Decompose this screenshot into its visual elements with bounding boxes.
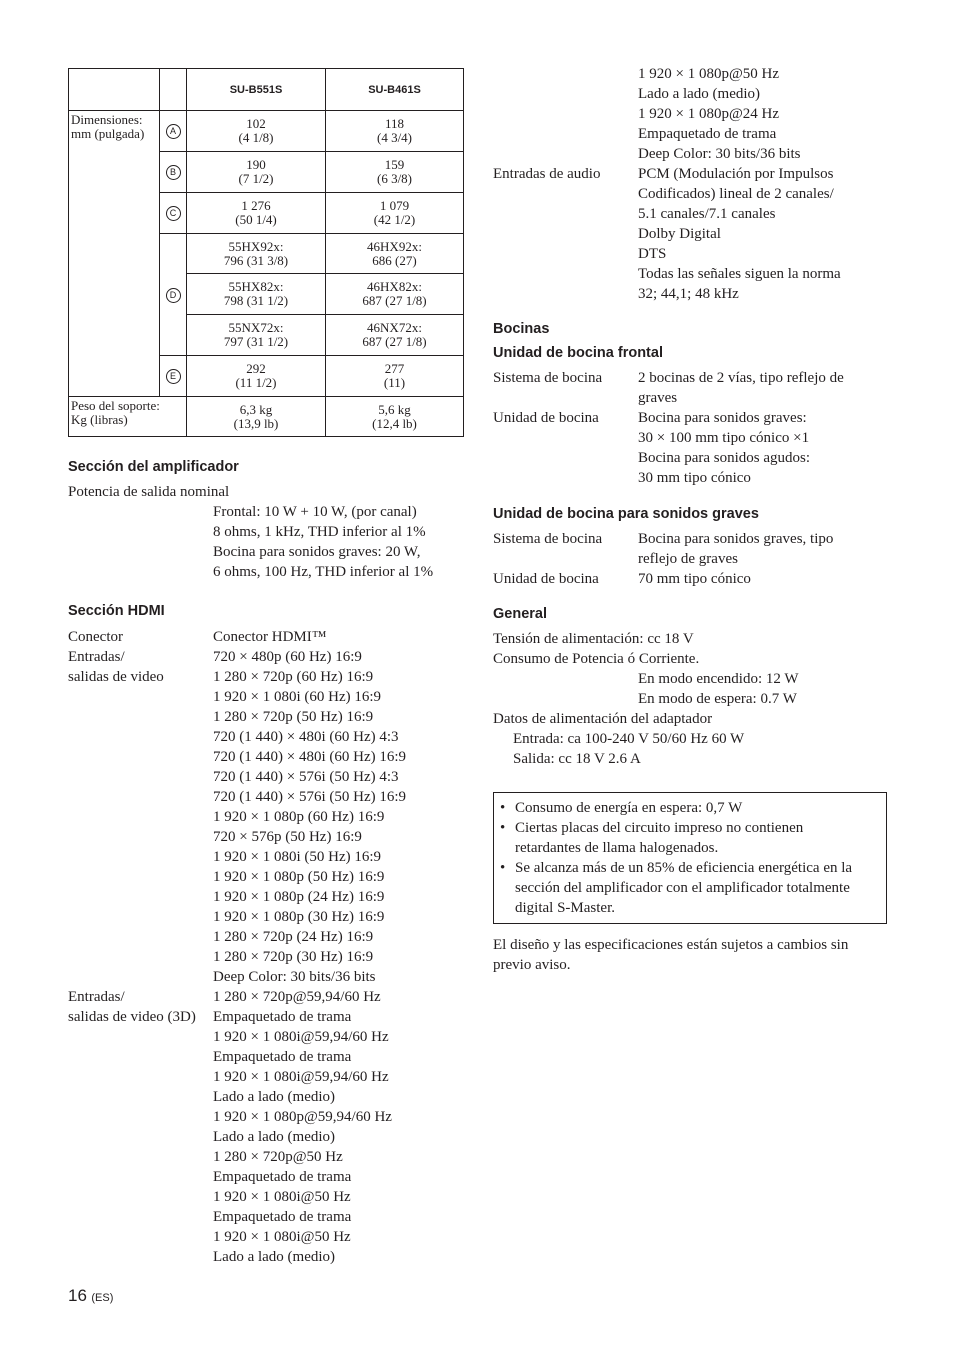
espera-text: En modo de espera: 0.7 W: [638, 691, 797, 707]
graves-sistema-label: Sistema de bocina: [493, 531, 603, 547]
note-item: Consumo de energía en espera: 0,7 W: [515, 800, 743, 816]
page-footer: [68, 1286, 113, 1306]
salida-text: Salida: cc 18 V 2.6 A: [513, 751, 641, 767]
graves-sistema-values: Bocina para sonidos graves, tipo reflejo de graves: [638, 531, 834, 567]
bullet-icon: •: [500, 800, 506, 816]
table-header-empty: [69, 69, 160, 111]
table-cell: 1 276 (50 1/4): [187, 193, 326, 234]
table-cell: 55HX82x: 798 (31 1/2): [187, 274, 326, 315]
encendido-text: En modo encendido: 12 W: [638, 671, 799, 687]
table-cell: 5,6 kg (12,4 lb): [326, 397, 464, 437]
disclaimer: El diseño y las especificaciones están sujetos a cambios sin previo aviso.: [493, 937, 849, 973]
table-cell: 292 (11 1/2): [187, 356, 326, 397]
bullet-icon: •: [500, 860, 506, 876]
graves-unidad-value: 70 mm tipo cónico: [638, 571, 751, 587]
table-cell: 6,3 kg (13,9 lb): [187, 397, 326, 437]
table-cell: 118 (4 3/4): [326, 111, 464, 152]
table-cell: 46NX72x: 687 (27 1/8): [326, 315, 464, 356]
weight-label: Peso del soporte: Kg (libras): [69, 397, 187, 437]
unidad-values: Bocina para sonidos graves: 30 × 100 mm tipo cónico ×1 Bocina para sonidos agudos: 30 mm tipo cónico: [638, 410, 811, 486]
note-item: Ciertas placas del circuito impreso no contienen retardantes de llama halogenados.: [515, 820, 804, 856]
general-heading: General: [493, 606, 547, 622]
table-header-empty: [160, 69, 187, 111]
amp-values: Frontal: 10 W + 10 W, (por canal) 8 ohms, 1 kHz, THD inferior al 1% Bocina para sonidos graves: 20 W, 6 ohms, 100 Hz, THD inferior al 1%: [213, 504, 434, 580]
frontal-heading: Unidad de bocina frontal: [493, 345, 663, 361]
page-language: (ES): [91, 1292, 114, 1304]
table-cell: 277 (11): [326, 356, 464, 397]
circle-mark-e: E: [166, 369, 181, 384]
audio-label: Entradas de audio: [493, 166, 601, 182]
conector-label: Conector: [68, 629, 123, 645]
circle-mark-c: C: [166, 206, 181, 221]
graves-heading: Unidad de bocina para sonidos graves: [493, 506, 759, 522]
amp-label: Potencia de salida nominal: [68, 484, 230, 500]
consumo-text: Consumo de Potencia ó Corriente.: [493, 651, 700, 667]
column-header: SU-B551S: [187, 69, 326, 111]
audio-values: PCM (Modulación por Impulsos Codificados) lineal de 2 canales/ 5.1 canales/7.1 canales Dolby Digital DTS Todas las señales siguen la norma 32; 44,1; 48 kHz: [638, 166, 841, 302]
table-cell: 55HX92x: 796 (31 3/8): [187, 234, 326, 274]
table-cell: 46HX92x: 686 (27): [326, 234, 464, 274]
hdmi-heading: Sección HDMI: [68, 603, 165, 619]
column-header: SU-B461S: [326, 69, 464, 111]
bocinas-heading: Bocinas: [493, 321, 550, 337]
table-cell: 190 (7 1/2): [187, 152, 326, 193]
note-item: Se alcanza más de un 85% de eficiencia energética en la sección del amplificador con el amplificador totalmente digital S-Master.: [515, 860, 853, 916]
datos-text: Datos de alimentación del adaptador: [493, 711, 713, 727]
video-label: Entradas/ salidas de video: [68, 649, 164, 685]
conector-value: Conector HDMI™: [213, 629, 327, 645]
video-values: 720 × 480p (60 Hz) 16:9 1 280 × 720p (60 Hz) 16:9 1 920 × 1 080i (60 Hz) 16:9 1 280 × 720p (50 Hz) 16:9 720 (1 440) × 480i (60 Hz) 4:3 720 (1 440) × 480i (60 Hz) 16:9 720 (1 440) × 576i (50 Hz) 4:3 720 (1 440) × 576i (50 Hz) 16:9 1 920 × 1 080p (60 Hz) 16:9 720 × 576p (50 Hz) 16:9 1 920 × 1 080i (50 Hz) 16:9 1 920 × 1 080p (50 Hz) 16:9 1 920 × 1 080p (24 Hz) 16:9 1 920 × 1 080p (30 Hz) 16:9 1 280 × 720p (24 Hz) 16:9 1 280 × 720p (30 Hz) 16:9 Deep Color: 30 bits/36 bits: [213, 649, 407, 985]
video3d-continued: 1 920 × 1 080p@50 Hz Lado a lado (medio) 1 920 × 1 080p@24 Hz Empaquetado de trama Deep Color: 30 bits/36 bits: [638, 66, 801, 162]
table-cell: 55NX72x: 797 (31 1/2): [187, 315, 326, 356]
mark-cell: [160, 356, 187, 397]
entrada-text: Entrada: ca 100-240 V 50/60 Hz 60 W: [513, 731, 745, 747]
dimensions-label: Dimensiones: mm (pulgada): [69, 111, 160, 397]
circle-mark-b: B: [166, 165, 181, 180]
sistema-values: 2 bocinas de 2 vías, tipo reflejo de graves: [638, 370, 844, 406]
tension-text: Tensión de alimentación: cc 18 V: [493, 631, 694, 647]
bullet-icon: •: [500, 820, 506, 836]
table-cell: 102 (4 1/8): [187, 111, 326, 152]
mark-cell: [160, 111, 187, 152]
mark-cell: [160, 234, 187, 356]
mark-cell: [160, 152, 187, 193]
table-cell: 46HX82x: 687 (27 1/8): [326, 274, 464, 315]
table-cell: 159 (6 3/8): [326, 152, 464, 193]
graves-unidad-label: Unidad de bocina: [493, 571, 599, 587]
circle-mark-a: A: [166, 124, 181, 139]
unidad-label: Unidad de bocina: [493, 410, 599, 426]
dimensions-table: [68, 68, 464, 437]
amp-heading: Sección del amplificador: [68, 459, 239, 475]
video3d-label: Entradas/ salidas de video (3D): [68, 989, 196, 1025]
sistema-label: Sistema de bocina: [493, 370, 603, 386]
mark-cell: [160, 193, 187, 234]
table-cell: 1 079 (42 1/2): [326, 193, 464, 234]
circle-mark-d: D: [166, 288, 181, 303]
video3d-values: 1 280 × 720p@59,94/60 Hz Empaquetado de trama 1 920 × 1 080i@59,94/60 Hz Empaquetado de trama 1 920 × 1 080i@59,94/60 Hz Lado a lado (medio) 1 920 × 1 080p@59,94/60 Hz Lado a lado (medio) 1 280 × 720p@50 Hz Empaquetado de trama 1 920 × 1 080i@50 Hz Empaquetado de trama 1 920 × 1 080i@50 Hz Lado a lado (medio): [213, 989, 392, 1265]
page-number: 16: [68, 1286, 87, 1305]
